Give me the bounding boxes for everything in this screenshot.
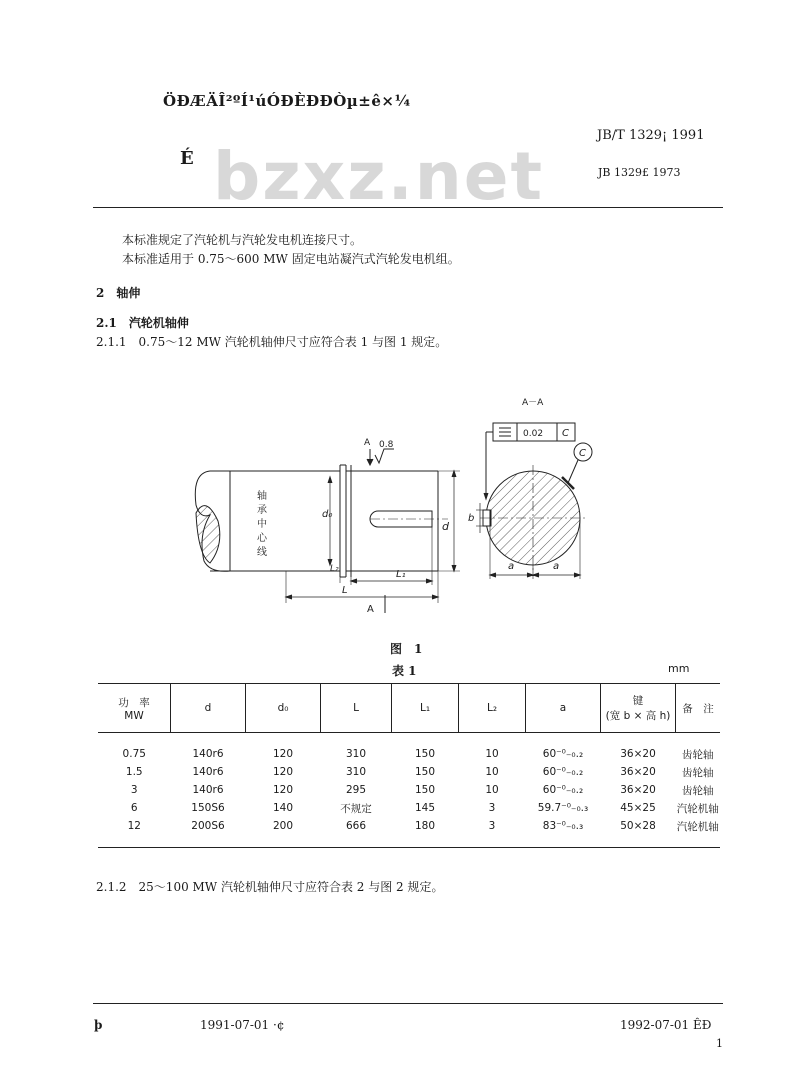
cell-l: 不规定	[340, 802, 372, 815]
dim-l2-label: L₂	[330, 564, 339, 574]
dim-a-left-label: a	[508, 561, 515, 572]
cell-d: 140r6	[192, 784, 224, 796]
centerline-char: 线	[257, 547, 267, 558]
dim-l	[286, 571, 438, 603]
tolerance-value: 0.02	[523, 429, 544, 439]
header-d: d	[171, 684, 246, 733]
cell-power: 0.75	[122, 748, 146, 760]
section-letter-bottom: A	[367, 604, 374, 615]
cell-power: 12	[98, 817, 171, 848]
cell-a: 60⁻⁰₋₀.₂	[542, 784, 584, 796]
cell-key: 36×20	[620, 766, 656, 778]
section-2-heading: 2 轴伸	[96, 286, 141, 300]
cell-l: 310	[345, 748, 367, 760]
section-aa-label: A－A	[522, 398, 544, 408]
cell-l1: 150	[414, 766, 436, 778]
header-key-label: 键	[632, 695, 644, 707]
cell-key: 50×28	[601, 817, 676, 848]
section-2-1-heading: 2.1 汽轮机轴伸	[96, 316, 189, 330]
intro-line-2: 本标准适用于 0.75～600 MW 固定电站凝汽式汽轮发电机组。	[122, 252, 460, 266]
header-l2: L₂	[459, 684, 526, 733]
dim-b-label: b	[468, 513, 475, 524]
standard-title-garbled: ÖÐÆÄÎ²ºÍ¹úÓÐÈÐÐÒµ±ê×¼	[163, 92, 411, 110]
cell-d0: 140	[272, 802, 294, 814]
dim-d0	[328, 477, 332, 565]
table-header-row	[98, 684, 720, 733]
cell-power: 6	[130, 802, 138, 814]
datum-circle-label: C	[579, 448, 586, 459]
dim-d0-label: d₀	[322, 509, 333, 520]
cell-note: 齿轮轴	[682, 784, 714, 797]
table-unit: mm	[668, 662, 690, 675]
header-key-sub: (宽 b × 高 h)	[605, 710, 671, 722]
header-power	[98, 684, 171, 733]
header-power-label: 功 率	[118, 696, 150, 709]
centerline-char: 中	[257, 519, 267, 530]
standard-mark-garbled: É	[180, 148, 194, 169]
table-caption: 表 1	[392, 664, 417, 678]
roughness-value: 0.8	[379, 440, 394, 450]
dim-l1-label: L₁	[396, 569, 406, 580]
shaft-section	[480, 465, 590, 575]
cell-key: 36×20	[620, 784, 656, 796]
table-row	[98, 781, 720, 799]
header-note: 备 注	[676, 684, 721, 733]
cell-d: 150S6	[191, 802, 225, 814]
cell-a: 83⁻⁰₋₀.₃	[526, 817, 601, 848]
cell-d0: 120	[272, 748, 294, 760]
roughness-symbol	[375, 449, 394, 463]
table-row	[98, 733, 720, 764]
cell-d: 140r6	[192, 748, 224, 760]
cell-l1: 180	[392, 817, 459, 848]
dim-d-label: d	[442, 520, 449, 533]
cell-d: 140r6	[192, 766, 224, 778]
shaft-body	[210, 465, 438, 577]
cell-l1: 150	[414, 784, 436, 796]
watermark: bzxz.net	[213, 138, 545, 215]
cell-l: 666	[321, 817, 392, 848]
cell-d0: 200	[246, 817, 321, 848]
footer-rule	[93, 1003, 723, 1004]
cell-l2: 10	[485, 766, 499, 778]
issue-date: 1991-07-01 ·¢	[200, 1018, 285, 1032]
cell-a: 59.7⁻⁰₋₀.₃	[537, 802, 589, 814]
cell-d0: 120	[272, 766, 294, 778]
cell-l1: 150	[414, 748, 436, 760]
cell-note: 齿轮轴	[682, 748, 714, 761]
figure-1-shaft-drawing	[180, 385, 620, 625]
standard-code: JB/T 1329¡ 1991	[597, 128, 705, 143]
header-rule	[93, 207, 723, 208]
effective-date: 1992-07-01 ÊÐ	[620, 1018, 712, 1032]
figure-caption: 图 1	[390, 642, 423, 656]
dim-a-right-label: a	[553, 561, 560, 572]
cell-a: 60⁻⁰₋₀.₂	[542, 748, 584, 760]
cell-key: 36×20	[620, 748, 656, 760]
header-l: L	[321, 684, 392, 733]
clause-2-1-1: 2.1.1 0.75～12 MW 汽轮机轴伸尺寸应符合表 1 与图 1 规定。	[96, 335, 448, 349]
dim-l-label: L	[342, 585, 348, 596]
header-l1: L₁	[392, 684, 459, 733]
cell-l: 295	[345, 784, 367, 796]
table-1	[98, 683, 720, 848]
clause-2-1-2: 2.1.2 25～100 MW 汽轮机轴伸尺寸应符合表 2 与图 2 规定。	[96, 880, 444, 894]
cell-note: 汽轮机轴	[676, 802, 719, 815]
header-d0: d₀	[246, 684, 321, 733]
table-row	[98, 817, 720, 848]
page-number: 1	[716, 1037, 723, 1050]
cell-note: 齿轮轴	[682, 766, 714, 779]
centerline-char: 承	[257, 505, 267, 516]
cell-l2: 3	[459, 817, 526, 848]
cell-power: 3	[130, 784, 138, 796]
shaft-break	[195, 471, 230, 571]
footer-left-mark: þ	[94, 1018, 103, 1032]
cell-a: 60⁻⁰₋₀.₂	[542, 766, 584, 778]
replaces-standard: JB 1329£ 1973	[598, 166, 681, 179]
tolerance-datum: C	[562, 428, 569, 439]
intro-line-1: 本标准规定了汽轮机与汽轮发电机连接尺寸。	[122, 233, 363, 247]
header-a: a	[526, 684, 601, 733]
section-letter-top: A	[364, 438, 371, 448]
cell-note: 汽轮机轴	[676, 817, 721, 848]
cell-l2: 3	[488, 802, 496, 814]
table-row	[98, 763, 720, 781]
cell-d: 200S6	[171, 817, 246, 848]
datum-leader	[568, 460, 578, 483]
table-row	[98, 799, 720, 817]
centerline-char: 轴	[257, 491, 267, 502]
cell-l2: 10	[485, 748, 499, 760]
cell-d0: 120	[272, 784, 294, 796]
header-power-unit: MW	[124, 709, 144, 722]
cell-l: 310	[345, 766, 367, 778]
bearing-centerline-label	[257, 489, 268, 558]
centerline-char: 心	[257, 533, 267, 544]
section-arrow-top	[367, 449, 373, 465]
cell-l2: 10	[485, 784, 499, 796]
cell-key: 45×25	[620, 802, 656, 814]
cell-power: 1.5	[125, 766, 143, 778]
cell-l1: 145	[414, 802, 436, 814]
header-key	[601, 684, 676, 733]
dim-l1	[351, 527, 432, 585]
